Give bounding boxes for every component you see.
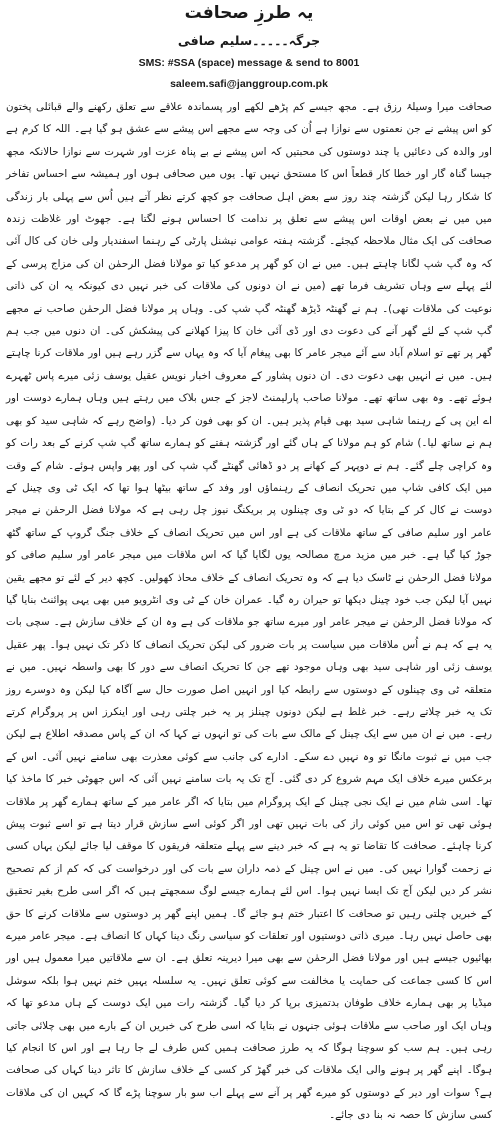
column-title: یہ طرزِ صحافت [184, 3, 314, 23]
sms-instruction: SMS: #SSA (space) message & send to 8001 [138, 57, 360, 69]
column-byline: جرگہ۔۔۔۔۔سلیم صافی [177, 33, 321, 48]
article-body: صحافت میرا وسیلۂ رزق ہے۔ مجھ جیسے کم پڑھے لکھے اور پسماندہ علاقے سے تعلق رکھنے والے قبائلی پختون کو اس پیشے نے جن نعمتوں سے نوازا ہے اُن کی وجہ سے مجھے اس پیشے سے عشق ہو گیا ہے۔ اللہ کا کرم ہے اور والدہ کی دعائیں یا چند دوستوں کی محبتیں کہ اس پیشے نے بے پناہ عزت اور شہرت سے نوازا حالانکہ مجھ جیسا گناہ گار اور خطا کار قطعاً اس کا مستحق نہیں تھا۔ یوں میں صحافی ہوں اور ہمیشہ سے احساس تفاخر کا شکار رہا لیکن گزشتہ چند روز سے بعض اہل صحافت جو کچھ کرتے نظر آتے ہیں اُس سے پہلی بار زندگی میں میں نے بعض اوقات اس پیشے سے تعلق پر ندامت کا احساس ہونے لگتا ہے۔ جھوٹ اور غلاظت زندہ صحافت کی ایک مثال ملاحظہ کیجئے۔ گزشتہ ہفتہ عوامی نیشنل پارٹی کے رہنما اسفندیار ولی خان کی کال آئی کہ وہ گپ شپ لگانا چاہتے ہیں۔ میں نے ان کو گھر پر مدعو کیا تو مولانا فضل الرحمٰن ان کی مزاج پرسی کے لئے پہلے سے وہاں تشریف فرما تھے (میں نے ان دونوں کی ملاقات کی خبر نہیں دی کیونکہ یہ ان کی ذاتی نوعیت کی ملاقات تھی)۔ ہم نے گھنٹہ ڈیڑھ گھنٹہ گپ شپ کی۔ وہاں پر مولانا فضل الرحمٰن صاحب نے مجھے گپ شپ کے لئے گھر آنے کی دعوت دی اور ڈی آئی خان کا پیزا کھلانے کی پیشکش کی۔ ان دنوں میں جب ہم گھر پر تھے تو اسلام آباد سے آئے میجر عامر کا بھی پیغام آیا کہ وہ یہاں سے گزر رہے ہیں اور ملاقات کرنا چاہتے ہیں۔ میں نے انہیں بھی دعوت دی۔ ان دنوں پشاور کے معروف اخبار نویس عقیل یوسف زئی میرے پاس ٹھہرے ہوئے تھے۔ وہ بھی ساتھ تھے۔ مولانا صاحب پارلیمنٹ لاجز کے جس بلاک میں رہتے ہیں وہاں ہمارے دوست اور اے این پی کے رہنما شاہی سید بھی قیام پذیر ہیں۔ ان کو بھی فون کر دیا۔ (واضح رہے کہ شاہی سید کو بھی ہم نے ساتھ لیا۔) شام کو ہم مولانا کے ہاں گئے اور گزشتہ ہفتے کو ہمارے ساتھ گپ شپ کرنے کے بعد رات کو وہ کراچی چلے گئے۔ ہم نے دوپہر کے کھانے پر دو ڈھائی گھنٹے گپ شپ کی اور پھر واپس ہوئے۔ شام کے وقت میں ایک کافی شاپ میں تحریک انصاف کے رہنماؤں اور وفد کے ساتھ بیٹھا ہوا تھا کہ ایک ٹی وی چینل کے دوست نے کال کر کے بتایا کہ دو ٹی وی چینلوں پر بریکنگ نیوز چل رہی ہے کہ مولانا فضل الرحمٰن نے میجر عامر اور سلیم صافی کے ساتھ ملاقات کی ہے اور اس میں تحریک انصاف کے خلاف جنگ گروپ کے ساتھ گٹھ جوڑ کیا گیا ہے۔ خبر میں مزید مرچ مصالحہ یوں لگایا گیا کہ اس ملاقات میں میجر عامر اور سلیم صافی کو مولانا فضل الرحمٰن نے ٹاسک دیا ہے کہ وہ تحریک انصاف کے خلاف محاذ کھولیں۔ کچھ دیر کے لئے تو مجھے یقین نہیں آیا لیکن جب خود چینل دیکھا تو حیران رہ گیا۔ عمران خان کے ٹی وی انٹرویو میں بھی یہی پوائنٹ بنایا گیا کہ مولانا فضل الرحمٰن نے میجر عامر اور میرے ساتھ جو ملاقات کی ہے وہ ان کے خلاف سازش ہے۔ سچی بات یہ ہے کہ ہم نے اُس ملاقات میں سیاست پر بات ضرور کی لیکن تحریک انصاف کا ذکر تک نہیں ہوا۔ پھر عقیل یوسف زئی اور شاہی سید بھی وہاں موجود تھے جن کا تحریک انصاف سے دور کا بھی واسطہ نہیں۔ میں نے متعلقہ ٹی وی چینلوں کے دوستوں سے رابطہ کیا اور انہیں اصل صورت حال سے آگاہ کیا لیکن وہ دوسرے روز تک یہ خبر چلاتے رہے۔ خبر غلط ہے لیکن دونوں چینلز پر یہ خبر چلتی رہی اور اینکرز اس پر پروگرام کرتے رہے۔ میں نے ان میں سے ایک چینل کے مالک سے بات کی تو انہوں نے کہا کہ ان کے پاس مصدقہ اطلاع ہے لیکن جب میں نے ثبوت مانگا تو وہ نہیں دے سکے۔ ادارے کی جانب سے کوئی معذرت بھی سامنے نہیں آئی۔ اس کے برعکس میرے خلاف ایک مہم شروع کر دی گئی۔ آج تک یہ بات سامنے نہیں آئی کہ اس جھوٹی خبر کا ماخذ کیا تھا۔ اسی شام میں نے ایک نجی چینل کے ایک پروگرام میں بتایا کہ اگر عامر میر کے ساتھ ہمارے گھر پر ملاقات ہوئی تھی تو اس میں کوئی راز کی بات نہیں تھی اور اگر کوئی اسے سازش قرار دیتا ہے تو اسے ثبوت پیش کرنا چاہئے۔ صحافت کا تقاضا تو یہ ہے کہ خبر دینے سے پہلے متعلقہ فریقوں کا موقف لیا جائے لیکن یہاں کسی نے زحمت گوارا نہیں کی۔ میں نے اس چینل کے ذمہ داران سے بات کی اور درخواست کی کہ کم از کم تصحیح نشر کر دیں لیکن آج تک ایسا نہیں ہوا۔ اس لئے ہمارے جیسے لوگ سمجھتے ہیں کہ اگر اسی طرح بغیر تحقیق کے خبریں چلتی رہیں تو صحافت کا اعتبار ختم ہو جائے گا۔ ہمیں اپنے گھر پر دوستوں سے ملاقات کرنے کا حق بھی حاصل نہیں رہا۔ میری ذاتی دوستیوں اور تعلقات کو سیاسی رنگ دینا کہاں کا انصاف ہے۔ میجر عامر میرے بھائیوں جیسے ہیں اور مولانا فضل الرحمٰن سے بھی میرا دیرینہ تعلق ہے۔ ان سے ملاقاتیں میرا معمول ہیں اور اس کا کسی جماعت کی حمایت یا مخالفت سے کوئی تعلق نہیں۔ یہ سلسلہ یہیں ختم نہیں ہوا بلکہ سوشل میڈیا پر بھی ہمارے خلاف طوفان بدتمیزی برپا کر دیا گیا۔ گزشتہ رات میں ایک دوست کے ہاں مدعو تھا کہ وہاں ایک اور صاحب سے ملاقات ہوئی جنہوں نے بتایا کہ اسی طرح کی خبریں ان کے بارے میں بھی چلائی جاتی رہی ہیں۔ ہم سب کو سوچنا ہوگا کہ یہ طرز صحافت ہمیں کس طرف لے جا رہا ہے اور اس کا انجام کیا ہوگا۔ اپنے گھر پر ہونے والی ایک ملاقات کی خبر گھڑ کر کسی کے خلاف سازش کا تاثر دینا کہاں کی صحافت ہے؟ سوات اور دیر کے دوستوں کو میرے گھر پر آنے سے پہلے اب سو بار سوچنا پڑے گا کہ کہیں ان کی ملاقات کسی سازش کا حصہ نہ بنا دی جائے۔ [6, 101, 492, 1122]
author-email[interactable]: saleem.safi@janggroup.com.pk [170, 78, 328, 90]
